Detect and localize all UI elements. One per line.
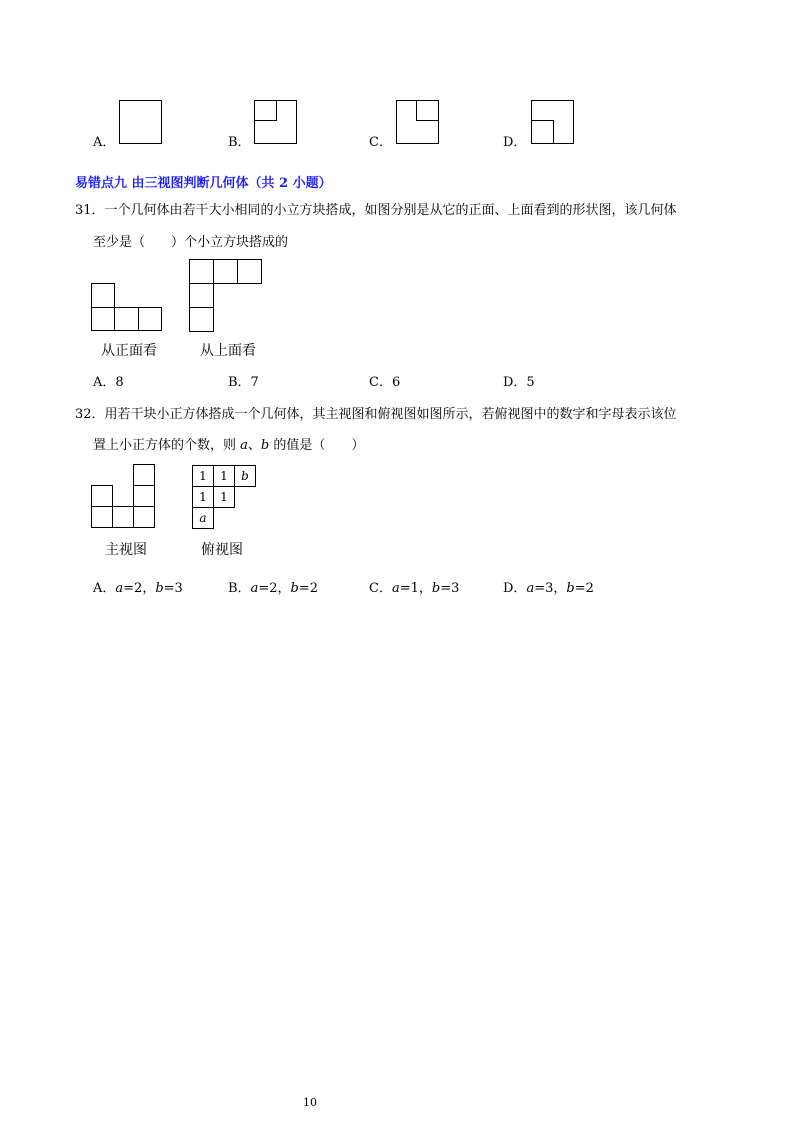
q32-option-b: B．a=2，b=2 (228, 581, 318, 596)
option-a-label: A． (93, 135, 116, 150)
option-b-figure (254, 100, 297, 144)
q31-text-line1: 31．一个几何体由若干大小相同的小立方块搭成，如图分别是从它的正面、上面看到的形状图，该几何体 (75, 203, 677, 218)
grid-cell: a (192, 507, 214, 529)
q31-option-a: A．8 (93, 375, 124, 390)
q32-top-caption: 俯视图 (201, 542, 243, 558)
option-a-figure (119, 100, 162, 144)
q31-option-d: D．5 (503, 375, 535, 390)
grid-cell: 1 (213, 486, 235, 508)
option-c-label: C． (369, 135, 392, 150)
page-number: 10 (303, 1096, 317, 1109)
q31-text-line2: 至少是（ ）个小立方块搭成的 (93, 235, 289, 250)
q31-front-caption: 从正面看 (101, 343, 157, 359)
option-d-figure (531, 100, 574, 144)
option-c-figure (396, 100, 439, 144)
q31-option-b: B．7 (228, 375, 259, 390)
q32-text-line1: 32．用若干块小正方体搭成一个几何体，其主视图和俯视图如图所示，若俯视图中的数字和字母表示该位 (75, 407, 677, 422)
q32-option-d: D．a=3，b=2 (503, 581, 594, 596)
q32-main-caption: 主视图 (105, 542, 147, 558)
option-d-label: D． (503, 135, 527, 150)
section-title: 易错点九 由三视图判断几何体（共 2 小题） (75, 176, 332, 191)
q32-text-line2: 置上小正方体的个数，则 a、b 的值是（ ） (93, 438, 365, 453)
grid-cell: 1 (213, 465, 235, 487)
q31-option-c: C．6 (369, 375, 401, 390)
q32-option-a: A．a=2，b=3 (93, 581, 183, 596)
q32-option-c: C．a=1，b=3 (369, 581, 460, 596)
grid-cell: b (234, 465, 256, 487)
grid-cell: 1 (192, 486, 214, 508)
grid-cell: 1 (192, 465, 214, 487)
q31-top-caption: 从上面看 (200, 343, 256, 359)
option-b-label: B． (228, 135, 251, 150)
